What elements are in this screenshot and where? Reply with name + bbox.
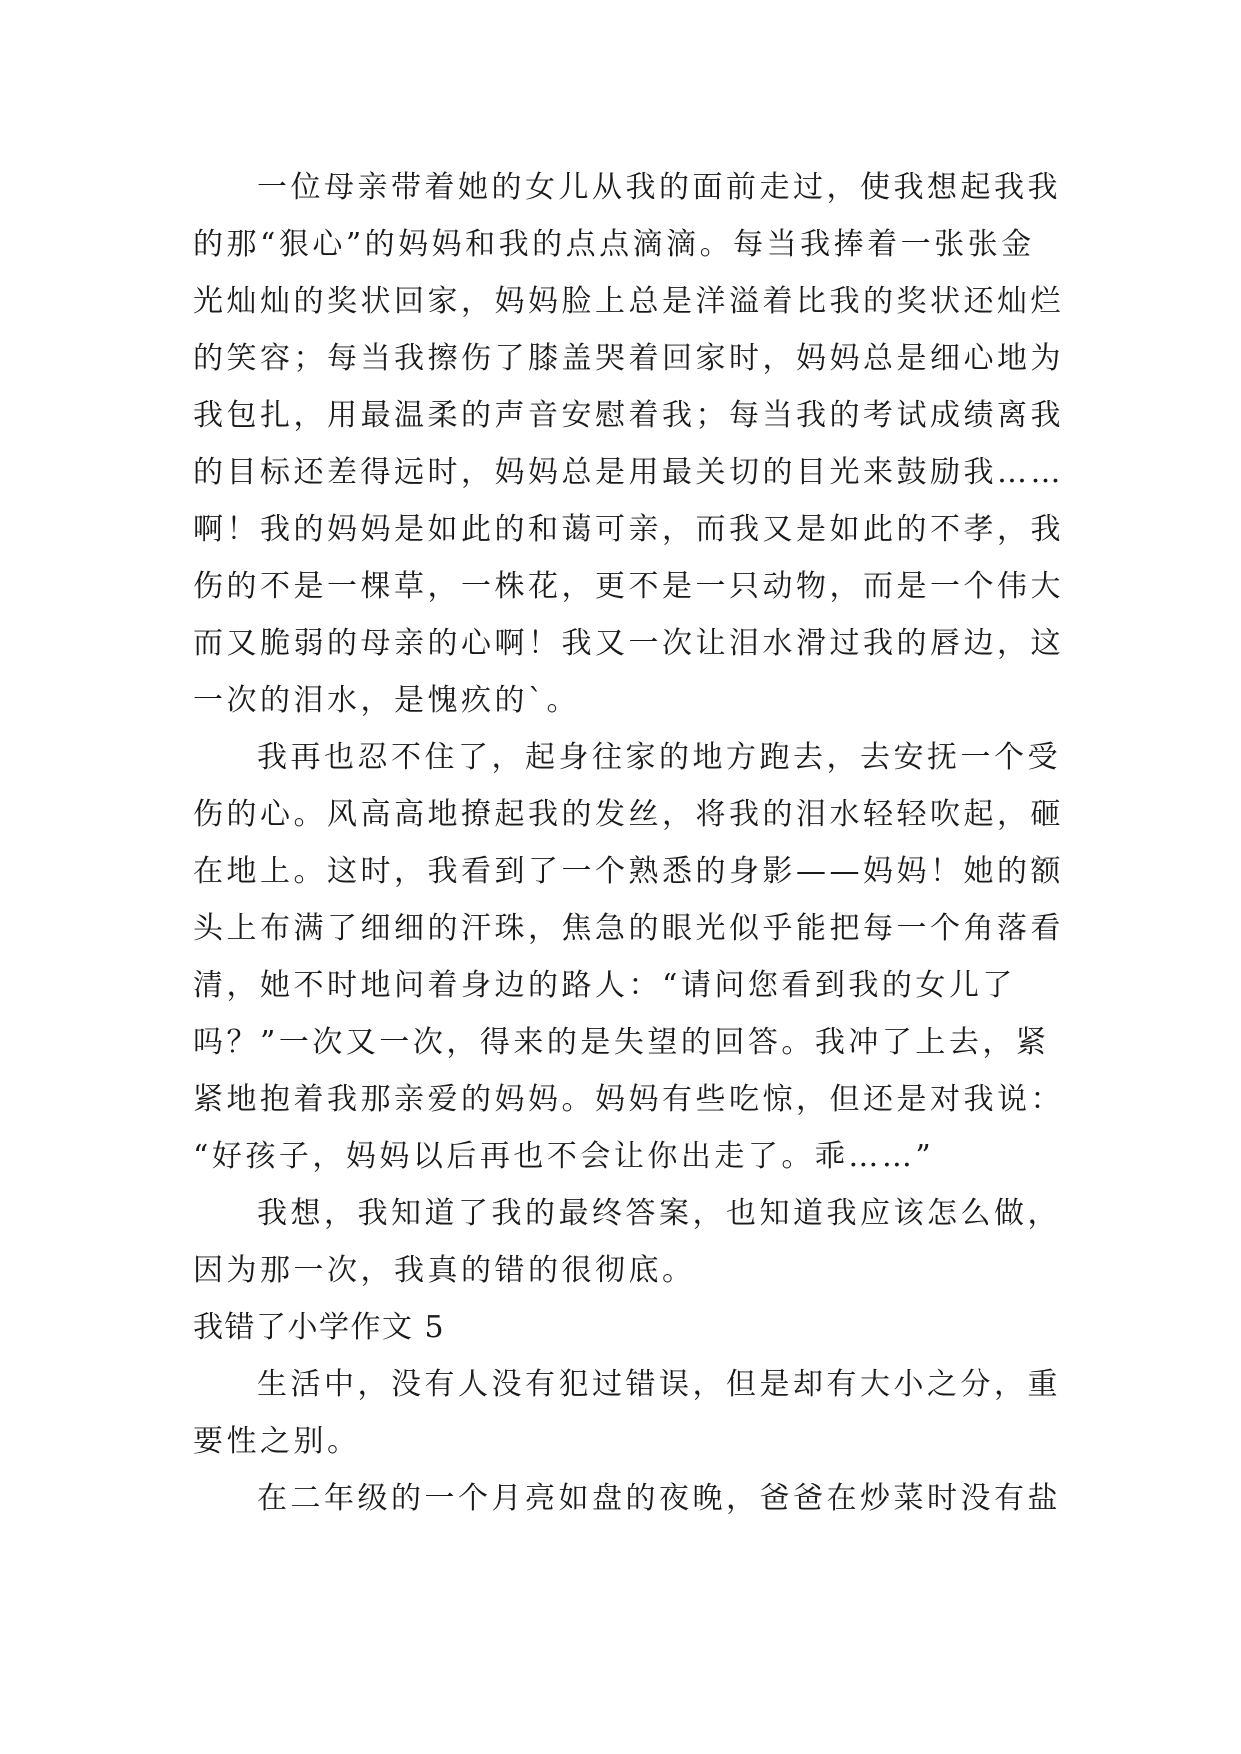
paragraph-1-line-10: 一次的泪水，是愧疚的`。 — [193, 683, 580, 718]
paragraph-2-line-8: “好孩子，妈妈以后再也不会让你出走了。乖……” — [193, 1139, 935, 1174]
paragraph-1-line-9: 而又脆弱的母亲的心啊！我又一次让泪水滑过我的唇边，这 — [193, 626, 1064, 661]
paragraph-1-line-6: 的目标还差得远时，妈妈总是用最关切的目光来鼓励我…… — [193, 455, 1064, 490]
paragraph-4-line-2: 要性之别。 — [193, 1424, 361, 1459]
paragraph-1-line-3: 光灿灿的奖状回家，妈妈脸上总是洋溢着比我的奖状还灿烂 — [193, 284, 1064, 319]
paragraph-5-line-1: 在二年级的一个月亮如盘的夜晚，爸爸在炒菜时没有盐 — [257, 1481, 1061, 1516]
paragraph-1-line-8: 伤的不是一棵草，一株花，更不是一只动物，而是一个伟大 — [193, 569, 1064, 604]
paragraph-1-line-7: 啊！我的妈妈是如此的和蔼可亲，而我又是如此的不孝，我 — [193, 512, 1064, 547]
paragraph-2-line-7: 紧地抱着我那亲爱的妈妈。妈妈有些吃惊，但还是对我说： — [193, 1082, 1064, 1117]
paragraph-3-line-2: 因为那一次，我真的错的很彻底。 — [193, 1253, 696, 1288]
paragraph-3-line-1: 我想，我知道了我的最终答案，也知道我应该怎么做， — [257, 1196, 1061, 1231]
paragraph-1-line-5: 我包扎，用最温柔的声音安慰着我；每当我的考试成绩离我 — [193, 398, 1064, 433]
paragraph-2-line-2: 伤的心。风高高地撩起我的发丝，将我的泪水轻轻吹起，砸 — [193, 797, 1064, 832]
paragraph-2-line-4: 头上布满了细细的汗珠，焦急的眼光似乎能把每一个角落看 — [193, 911, 1064, 946]
paragraph-2-line-5: 清，她不时地问着身边的路人：“请问您看到我的女儿了 — [193, 968, 1016, 1003]
paragraph-1-line-2: 的那“狠心”的妈妈和我的点点滴滴。每当我捧着一张张金 — [193, 227, 1035, 262]
paragraph-1-line-1: 一位母亲带着她的女儿从我的面前走过，使我想起我我 — [257, 170, 1061, 205]
paragraph-2-line-1: 我再也忍不住了，起身往家的地方跑去，去安抚一个受 — [257, 740, 1061, 775]
paragraph-4-line-1: 生活中，没有人没有犯过错误，但是却有大小之分，重 — [257, 1367, 1061, 1402]
section-heading: 我错了小学作文 5 — [193, 1310, 446, 1345]
paragraph-2-line-3: 在地上。这时，我看到了一个熟悉的身影——妈妈！她的额 — [193, 854, 1064, 889]
paragraph-1-line-4: 的笑容；每当我擦伤了膝盖哭着回家时，妈妈总是细心地为 — [193, 341, 1064, 376]
paragraph-2-line-6: 吗？”一次又一次，得来的是失望的回答。我冲了上去，紧 — [193, 1025, 1050, 1060]
